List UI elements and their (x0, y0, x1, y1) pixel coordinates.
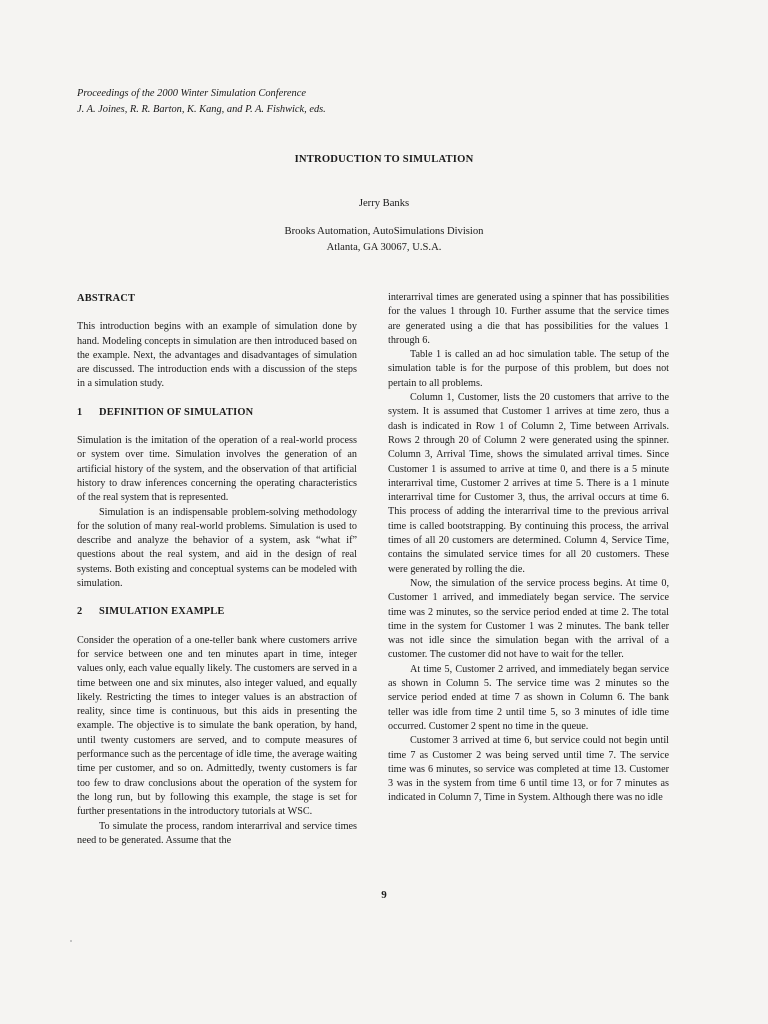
proceedings-header (77, 86, 677, 118)
affiliation-line-1: Brooks Automation, AutoSimulations Division (284, 226, 484, 237)
left-column (77, 292, 357, 848)
page-number: 9 (381, 889, 387, 901)
paper-title: INTRODUCTION TO SIMULATION (294, 154, 474, 165)
section-2-paragraph-2: To simulate the process, random interarrival and service times need to be generated. Assume that the (77, 820, 357, 846)
proceedings-title: Proceedings of the 2000 Winter Simulation Conference (77, 88, 306, 99)
section-2-paragraph-1: Consider the operation of a one-teller bank where customers arrive for service between one and ten minutes apart in time, integer values only, each value equally likely. The customers are served in a time between one and six minutes, also integer valued, and equally likely. Restricting the times to integer values is an abstraction of reality, since time is continuous, but this aids in presenting the example. The objective is to simulate the bank operation, by hand, until twenty customers are served, and to compute measures of performance such as the percentage of idle time, the average waiting time per customer, and so on. Admittedly, twenty customers is far too few to draw conclusions about the operation of the system for the long run, but by following this example, the stage is set for further presentations in the introductory tutorials at WSC. (77, 634, 357, 818)
section-1-title: DEFINITION OF SIMULATION (99, 406, 254, 418)
section-2-heading (77, 605, 357, 619)
affiliation-line-2: Atlanta, GA 30067, U.S.A. (326, 242, 442, 253)
section-1-paragraph-1: Simulation is the imitation of the operation of a real-world process or system over time. Simulation involves the generation of an artificial history of the system, and the observation of that artificial history to draw inferences concerning the operating characteristics of the real system that is represented. (77, 435, 357, 504)
right-paragraph-4: Now, the simulation of the service process begins. At time 0, Customer 1 arrived, and immediately began service. The service time was 2 minutes, so the service period ended at time 2. The total time in the system for Customer 1 was 2 minutes. The bank teller was not idle since the simulation began with the arrival of a customer. The customer did not have to wait for the teller. (388, 577, 669, 661)
proceedings-editors: J. A. Joines, R. R. Barton, K. Kang, and P. A. Fishwick, eds. (77, 104, 326, 115)
right-paragraph-6: Customer 3 arrived at time 6, but service could not begin until time 7 as Customer 2 was being served until time 7. The service time was 6 minutes, so service was completed at time 13. Customer 3 was in the system from time 6 until time 13, or for 7 minutes as indicated in Column 7, Time in System. Although there was no idle (388, 735, 669, 804)
section-2-number: 2 (77, 606, 83, 618)
author-affiliation (0, 224, 768, 256)
right-paragraph-1: interarrival times are generated using a spinner that has possibilities for the values 1 through 10. Further assume that the service times are generated using a die that has possibilities for the values 1 through 6. (388, 292, 669, 346)
right-paragraph-2: Table 1 is called an ad hoc simulation table. The setup of the simulation table is for the purpose of this problem, but does not pertain to all problems. (388, 349, 669, 389)
right-column (388, 291, 669, 806)
scan-speck (70, 940, 72, 942)
author-name: Jerry Banks (358, 198, 410, 209)
section-1-paragraph-2: Simulation is an indispensable problem-solving methodology for the solution of many real-world problems. Simulation is used to describe and analyze the behavior of a system, ask “what if” questions about the real system, and aid in the design of real systems. Both existing and conceptual systems can be modeled with simulation. (77, 506, 357, 590)
abstract-text: This introduction begins with an example of simulation done by hand. Modeling concepts in simulation are then introduced based on the example. Next, the advantages and disadvantages of simulation are discussed. The introduction ends with a discussion of the steps in a simulation study. (77, 321, 357, 390)
right-paragraph-5: At time 5, Customer 2 arrived, and immediately began service as shown in Column 5. The service time was 2 minutes so the service period ended at time 7 as shown in Column 6. The bank teller was idle from time 2 until time 5, so 3 minutes of idle time occurred. Customer 2 spent no time in the queue. (388, 663, 669, 732)
section-2-title: SIMULATION EXAMPLE (99, 606, 225, 618)
section-1-number: 1 (77, 406, 83, 418)
section-1-heading (77, 406, 357, 420)
abstract-heading: ABSTRACT (77, 293, 136, 304)
right-paragraph-3: Column 1, Customer, lists the 20 customers that arrive to the system. It is assumed that Customer 1 arrives at time zero, thus a dash is indicated in Row 1 of Column 2, Time between Arrivals. Rows 2 through 20 of Column 2 were generated using the spinner. Column 3, Arrival Time, shows the simulated arrival times. Since Customer 1 is assumed to arrive at time 0, and there is a 5 minute interarrival time, Customer 2 arrives at time 5. There is a 1 minute interarrival time for Customer 3, thus, the arrival occurs at time 6. This process of adding the interarrival time to the previous arrival time is called bootstrapping. By continuing this process, the arrival times of all 20 customers are determined. Column 4, Service Time, contains the simulated service times for all 20 customers. These were generated by rolling the die. (388, 392, 669, 575)
